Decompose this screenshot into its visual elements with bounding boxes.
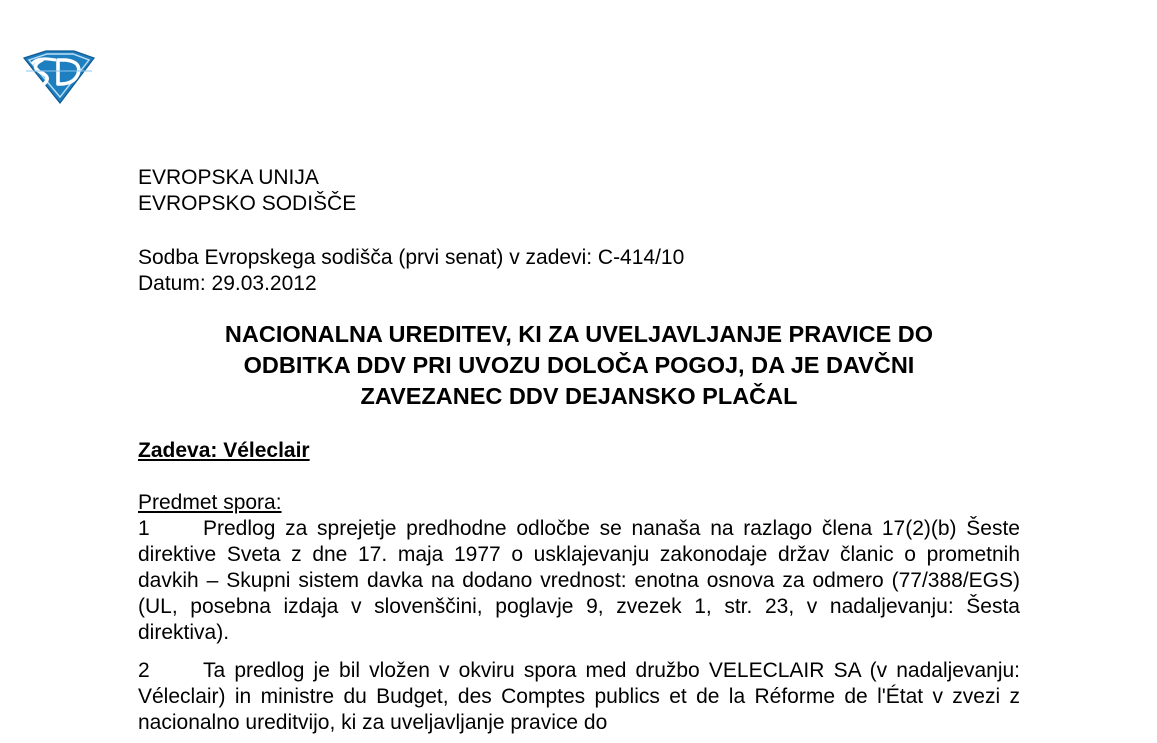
paragraph-text: Predlog za sprejetje predhodne odločbe se nanaša na razlago člena 17(2)(b) Šeste direktive Sveta z dne 17. maja 1977 o usklajevanju zakonodaje držav članic o prometnih davkih – Skupni sistem davka na dodano vrednost: enotna osnova za odmero (77/388/EGS) (UL, posebna izdaja v slovenščini, poglavje 9, zvezek 1, str. 23, v nadaljevanju: Šesta direktiva). (138, 517, 1020, 644)
paragraph-1 (138, 516, 1020, 646)
subject-heading: Predmet spora: (138, 491, 282, 514)
judgment-date: Datum: 29.03.2012 (138, 272, 317, 295)
paragraph-number: 2 (138, 659, 150, 682)
paragraph-text: Ta predlog je bil vložen v okviru spora med družbo VELECLAIR SA (v nadaljevanju: Véleclair) in ministre du Budget, des Comptes publics et de la Réforme de l'État v zvezi z nacionalno ureditvijo, ki za uveljavljanje pravice do (138, 659, 1020, 734)
paragraph-number: 1 (138, 517, 150, 540)
case-heading: Zadeva: Véleclair (138, 439, 310, 462)
org-line-court: EVROPSKO SODIŠČE (138, 192, 357, 215)
org-line-eu: EVROPSKA UNIJA (138, 166, 319, 189)
document-title (138, 319, 1020, 412)
title-line-2: ODBITKA DDV PRI UVOZU DOLOČA POGOJ, DA JE DAVČNI (243, 352, 915, 378)
paragraph-2 (138, 658, 1020, 736)
title-line-3: ZAVEZANEC DDV DEJANSKO PLAČAL (360, 383, 798, 409)
judgment-reference: Sodba Evropskega sodišča (prvi senat) v zadevi: C-414/10 (138, 246, 685, 269)
sd-shield-logo-icon (22, 50, 96, 104)
title-line-1: NACIONALNA UREDITEV, KI ZA UVELJAVLJANJE PRAVICE DO (224, 321, 934, 347)
document-body (138, 165, 1020, 736)
